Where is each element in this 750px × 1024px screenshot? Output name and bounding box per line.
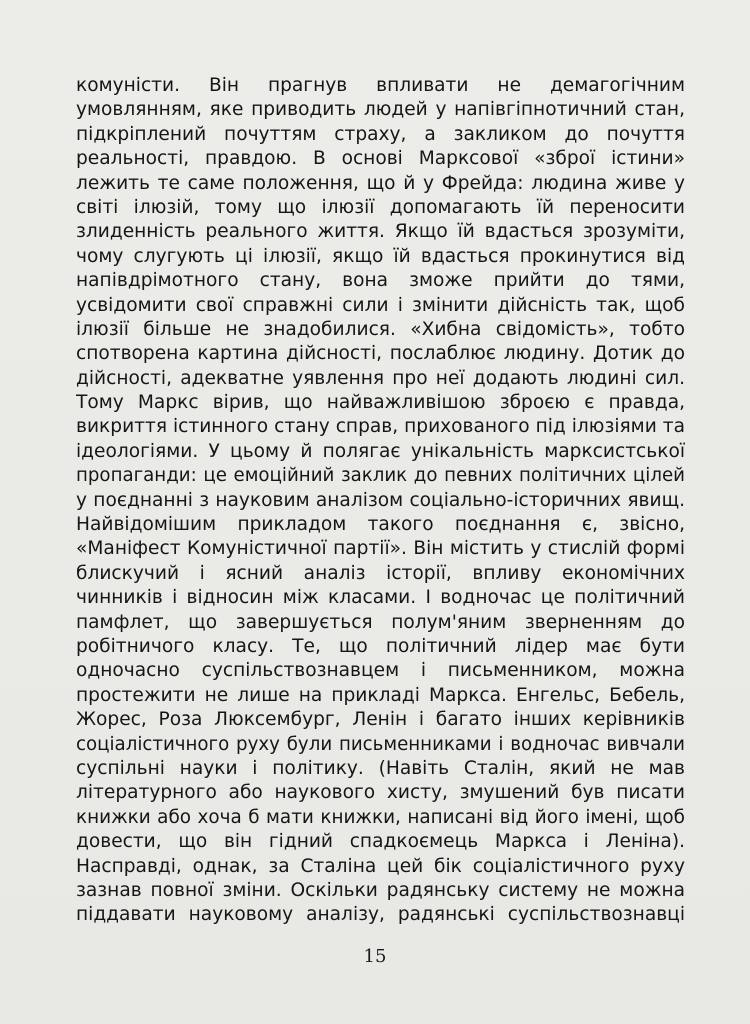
text-line: пропаганди: це емоційний заклик до певних політичних цілей [76, 465, 685, 487]
text-line: піддавати науковому аналізу, радянські суспільствознавці [76, 904, 685, 926]
text-line: лежить те саме положення, що й у Фрейда: людина живе у [76, 172, 685, 194]
text-line: Найвідомішим прикладом такого поєднання є, звісно, [76, 514, 685, 536]
text-line: реальності, правдою. В основі Марксової «зброї істини» [76, 148, 685, 170]
text-line: усвідомити свої справжні сили і змінити дійсність так, щоб [76, 294, 685, 316]
text-line: «Маніфест Комуністичної партії». Він містить у стислій формі [76, 538, 685, 560]
text-line: книжки або хоча б мати книжки, написані від його імені, щоб [76, 806, 685, 828]
text-line: одночасно суспільствознавцем і письменником, можна [76, 660, 685, 682]
text-line: умовлянням, яке приводить людей у напівгіпнотичний стан, [76, 99, 685, 121]
text-line: підкріплений почуттям страху, а закликом до почуття [76, 123, 685, 145]
text-line: чому слугують ці ілюзії, якщо їй вдасться прокинутися від [76, 245, 685, 267]
text-line: памфлет, що завершується полум'яним зверненням до [76, 611, 685, 633]
text-line: злиденність реального життя. Якщо їй вдасться зрозуміти, [76, 221, 685, 243]
text-line: комуністи. Він прагнув впливати не демагогічним [76, 75, 685, 96]
text-line: довести, що він гідний спадкоємець Маркса і Леніна). [76, 831, 685, 853]
text-line: робітничого класу. Те, що політичний лідер має бути [76, 635, 685, 657]
text-line: блискучий і ясний аналіз історії, впливу економічних [76, 562, 685, 584]
text-line: суспільні науки і політику. (Навіть Сталін, який не мав [76, 757, 685, 779]
text-line: літературного або наукового хисту, змушений був писати [76, 782, 685, 804]
text-line: Жорес, Роза Люксембург, Ленін і багато інших керівників [76, 709, 685, 731]
text-line: ілюзії більше не знадобилися. «Хибна свідомість», тобто [76, 318, 685, 340]
text-line: Насправді, однак, за Сталіна цей бік соціалістичного руху [76, 855, 685, 877]
text-line: напівдрімотного стану, вона зможе прийти до тями, [76, 270, 685, 292]
body-text [76, 74, 685, 928]
text-line: соціалістичного руху були письменниками і водночас вивчали [76, 733, 685, 755]
text-line: викриття істинного стану справ, прихованого під ілюзіями та [76, 416, 685, 438]
text-line: ідеологіями. У цьому й полягає унікальність марксистської [76, 440, 685, 462]
text-line: зазнав повної зміни. Оскільки радянську систему не можна [76, 879, 685, 901]
text-line: дійсності, адекватне уявлення про неї додають людині сил. [76, 367, 685, 389]
page-number: 15 [363, 946, 387, 967]
text-line: спотворена картина дійсності, послаблює людину. Дотик до [76, 343, 685, 365]
text-line: світі ілюзій, тому що ілюзії допомагають їй переносити [76, 196, 685, 218]
text-line: Тому Маркс вірив, що найважливішою зброєю є правда, [76, 392, 685, 414]
text-line: простежити не лише на прикладі Маркса. Енгельс, Бебель, [76, 684, 685, 706]
text-line: у поєднанні з науковим аналізом соціально-історичних явищ. [76, 489, 685, 511]
text-line: чинників і відносин між класами. І водночас це політичний [76, 587, 685, 609]
